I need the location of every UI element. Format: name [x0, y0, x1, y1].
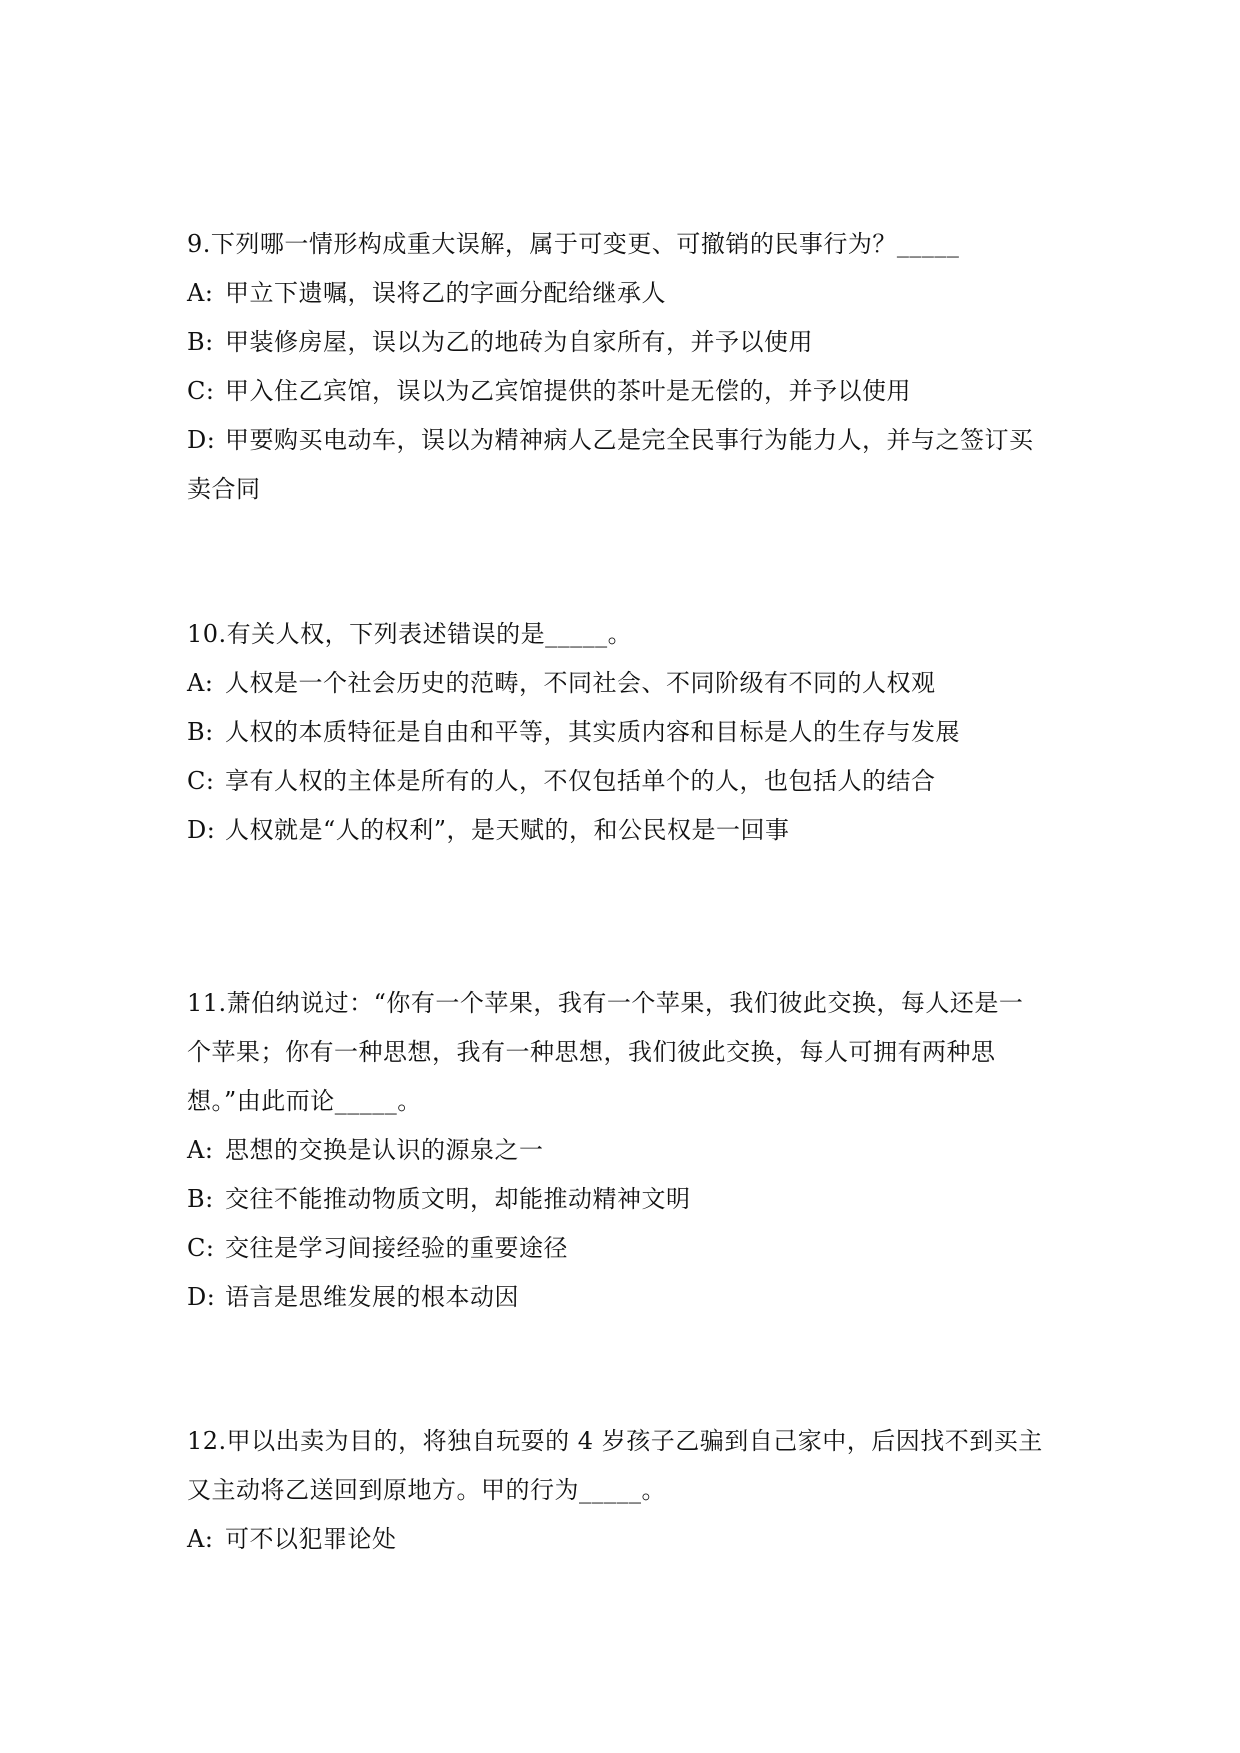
option-label: A: — [187, 279, 214, 307]
option-label: D: — [187, 1283, 216, 1311]
question-10 — [187, 610, 1067, 855]
option-text: 交往是学习间接经验的重要途径 — [225, 1234, 568, 1262]
question-stem: 12.甲以出卖为目的，将独自玩耍的 4 岁孩子乙骗到自己家中，后因找不到买主 — [187, 1427, 1043, 1455]
option-text: 人权是一个社会历史的范畴，不同社会、不同阶级有不同的人权观 — [225, 669, 936, 697]
option-label: D: — [187, 816, 216, 844]
option-label: A: — [187, 669, 214, 697]
question-9 — [187, 220, 1067, 514]
option-text: 人权就是“人的权利”，是天赋的，和公民权是一回事 — [225, 816, 790, 844]
option-label: B: — [187, 1185, 214, 1213]
option-label: A: — [187, 1525, 214, 1553]
option-text: 可不以犯罪论处 — [225, 1525, 397, 1553]
option-label: A: — [187, 1136, 214, 1164]
option-label: B: — [187, 718, 214, 746]
option-text: 甲要购买电动车，误以为精神病人乙是完全民事行为能力人，并与之签订买 — [225, 426, 1034, 454]
option-label: C: — [187, 1234, 215, 1262]
question-stem-continuation: 想。”由此而论_____。 — [187, 1087, 422, 1115]
option-label: C: — [187, 377, 215, 405]
question-stem-continuation: 又主动将乙送回到原地方。甲的行为_____。 — [187, 1476, 666, 1504]
option-d — [187, 416, 1067, 465]
option-text: 甲装修房屋，误以为乙的地砖为自家所有，并予以使用 — [225, 328, 813, 356]
option-text: 甲立下遗嘱，误将乙的字画分配给继承人 — [225, 279, 666, 307]
option-c — [187, 757, 1067, 806]
option-a — [187, 659, 1067, 708]
option-b — [187, 318, 1067, 367]
question-stem-continuation: 个苹果；你有一种思想，我有一种思想，我们彼此交换，每人可拥有两种思 — [187, 1038, 996, 1066]
option-text: 交往不能推动物质文明，却能推动精神文明 — [225, 1185, 691, 1213]
option-label: D: — [187, 426, 216, 454]
option-text: 享有人权的主体是所有的人，不仅包括单个的人，也包括人的结合 — [225, 767, 936, 795]
question-11 — [187, 979, 1067, 1322]
option-label: B: — [187, 328, 214, 356]
option-text: 语言是思维发展的根本动因 — [225, 1283, 519, 1311]
option-text: 思想的交换是认识的源泉之一 — [225, 1136, 544, 1164]
option-text: 人权的本质特征是自由和平等，其实质内容和目标是人的生存与发展 — [225, 718, 960, 746]
option-a — [187, 1515, 1067, 1564]
option-b — [187, 708, 1067, 757]
option-d-continuation: 卖合同 — [187, 475, 261, 503]
option-a — [187, 269, 1067, 318]
option-d — [187, 1273, 1067, 1322]
option-label: C: — [187, 767, 215, 795]
option-c — [187, 1224, 1067, 1273]
question-stem: 9.下列哪一情形构成重大误解，属于可变更、可撤销的民事行为？_____ — [187, 230, 960, 258]
option-b — [187, 1175, 1067, 1224]
option-a — [187, 1126, 1067, 1175]
question-12 — [187, 1417, 1067, 1564]
option-d — [187, 806, 1067, 855]
option-text: 甲入住乙宾馆，误以为乙宾馆提供的茶叶是无偿的，并予以使用 — [225, 377, 911, 405]
question-stem: 11.萧伯纳说过：“你有一个苹果，我有一个苹果，我们彼此交换，每人还是一 — [187, 989, 1024, 1017]
question-stem: 10.有关人权，下列表述错误的是_____。 — [187, 620, 633, 648]
option-c — [187, 367, 1067, 416]
